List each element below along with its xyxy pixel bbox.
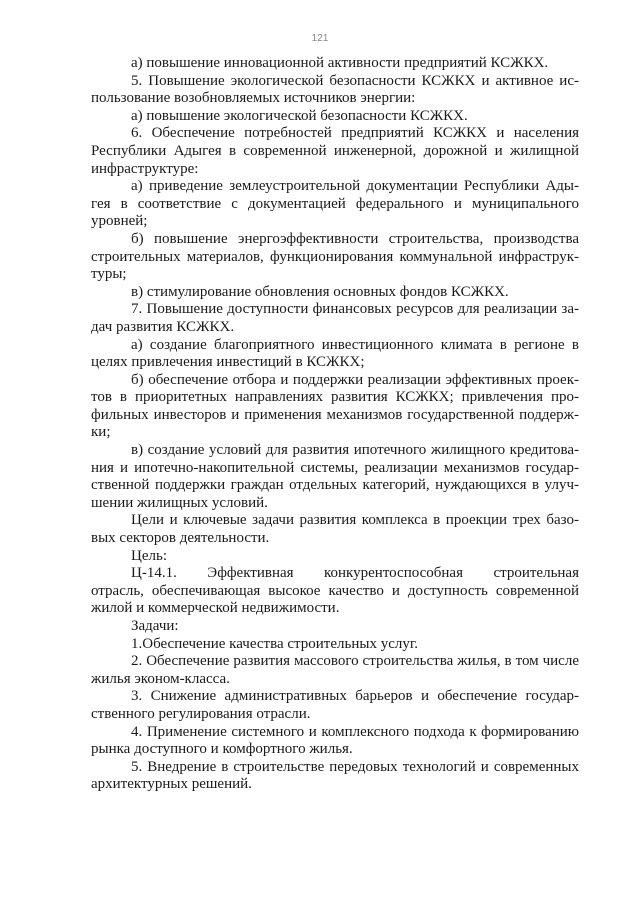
task-item: 3. Снижение административных барьеров и обеспечение государственного регулирования отрасли. bbox=[91, 688, 579, 722]
goal-heading-line: Ц-14.1. Эффективная конкурентоспособная строительная bbox=[131, 565, 579, 582]
paragraph: в) создание условий для развития ипотечного жилищного кредитования и ипотечно-накопительной системы, реализации механизмов государственной поддержки граждан отдельных категорий, нуждающихся в улучшении жилищных условий. bbox=[91, 442, 579, 511]
paragraph: 7. Повышение доступности финансовых ресурсов для реализации задач развития КСЖКХ. bbox=[91, 301, 579, 335]
goal-description: отрасль, обеспечивающая высокое качество и доступность современной жилой и коммерческой недвижимости. bbox=[91, 582, 579, 617]
document-body bbox=[91, 55, 579, 794]
paragraph: в) стимулирование обновления основных фондов КСЖКХ. bbox=[131, 283, 509, 300]
paragraph: Цели и ключевые задачи развития комплекса в проекции трех базовых секторов деятельности. bbox=[91, 512, 579, 547]
task-item: 5. Внедрение в строительстве передовых технологий и современных архитектурных решений. bbox=[91, 758, 579, 793]
tasks-heading: Задачи: bbox=[131, 618, 179, 634]
page-number: 121 bbox=[311, 33, 329, 44]
paragraph: а) повышение экологической безопасности КСЖКХ. bbox=[131, 107, 468, 124]
paragraph: Цель: bbox=[131, 547, 167, 564]
paragraph: б) обеспечение отбора и поддержки реализации эффективных проектов в приоритетных направлениях развития КСЖКХ; привлечения профильных инвесторов и применения механизмов государственной поддержки; bbox=[91, 371, 579, 441]
task-item: 2. Обеспечение развития массового строительства жилья, в том числе жилья эконом-класса. bbox=[91, 653, 579, 687]
task-item: 1.Обеспечение качества строительных услуг. bbox=[131, 635, 419, 652]
paragraph: а) повышение инновационной активности предприятий КСЖКХ. bbox=[131, 55, 549, 71]
paragraph: 5. Повышение экологической безопасности КСЖКХ и активное использование возобновляемых источников энергии: bbox=[91, 72, 579, 107]
paragraph: а) создание благоприятного инвестиционного климата в регионе в целях привлечения инвестиций в КСЖКХ; bbox=[91, 336, 579, 371]
task-item: 4. Применение системного и комплексного подхода к формированию рынка доступного и комфортного жилья. bbox=[91, 723, 579, 758]
paragraph: 6. Обеспечение потребностей предприятий КСЖКХ и населения Республики Адыгея в современной инженерной, дорожной и жилищной инфраструктуре: bbox=[91, 125, 579, 177]
paragraph: б) повышение энергоэффективности строительства, производства строительных материалов, функционирования коммунальной инфраструктуры; bbox=[91, 230, 579, 283]
paragraph: а) приведение землеустроительной документации Республики Адыгея в соответствие с документацией федерального и муниципального уровней; bbox=[91, 178, 579, 230]
